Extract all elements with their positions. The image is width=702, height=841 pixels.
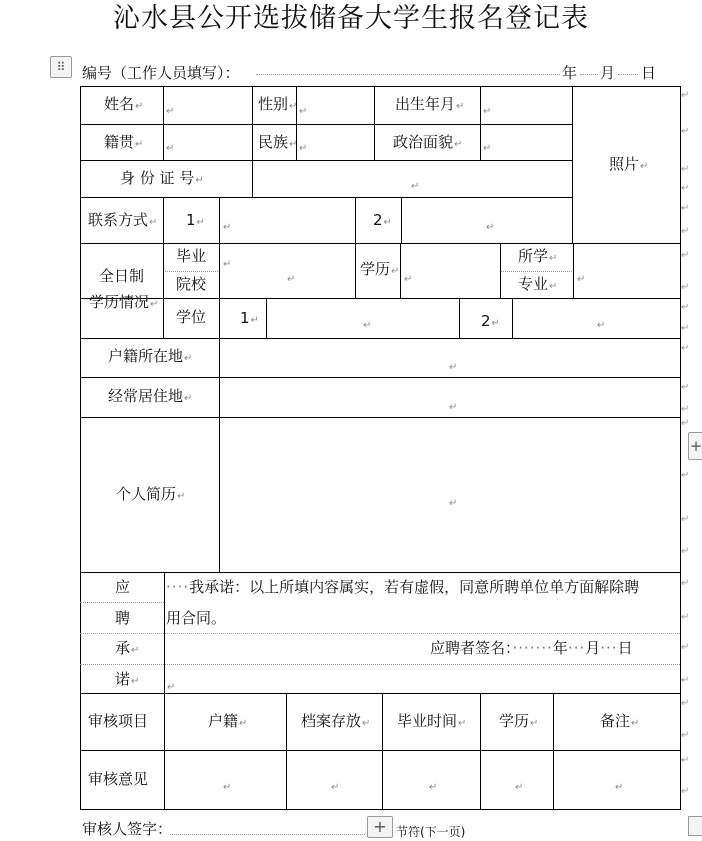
contact-2-label: 2↵ [373,211,392,229]
add-column-button[interactable]: + [688,432,702,460]
education-value[interactable]: ↵ [404,274,413,285]
political-value[interactable]: ↵ [483,143,492,154]
id-number-label: 身 份 证 号↵ [120,169,204,187]
serial-label: 编号（工作人员填写）： [82,64,240,82]
pledge-label-char-1: 应 [115,578,131,596]
contact-label: 联系方式↵ [88,211,158,229]
pledge-label-char-3: 承↵ [115,639,140,657]
review-opinion-remarks[interactable]: ↵ [615,782,624,793]
resume-label: 个人简历↵ [116,485,186,503]
page-corner-marker [688,816,702,836]
review-opinion-archive[interactable]: ↵ [331,782,340,793]
residence-label: 经常居住地↵ [108,387,193,405]
pledge-label-char-4: 诺↵ [115,670,140,688]
review-opinion-hukou[interactable]: ↵ [223,782,232,793]
pledge-text-line-2: 用合同。 [166,609,227,627]
grad-school-marker: ↵ [223,259,232,270]
contact-1-label: 1↵ [186,211,205,229]
photo-label: 照片↵ [609,155,649,173]
native-place-label: 籍贯↵ [104,133,144,151]
reviewer-signature-label: 审核人签字： [82,820,173,838]
birth-label: 出生年月↵ [395,95,465,113]
table-move-handle[interactable]: ⠿ [50,56,72,78]
name-value[interactable]: ↵ [166,106,175,117]
grad-school-value[interactable]: ↵ [287,274,296,285]
degree-2-label: 2↵ [481,312,500,330]
gender-label: 性别↵ [258,95,298,113]
degree-2-value[interactable]: ↵ [597,320,606,331]
review-item-grad-time: 毕业时间↵ [397,712,467,730]
pledge-label-char-2: 聘 [115,609,131,627]
political-label: 政治面貌↵ [393,133,463,151]
degree-1-label: 1↵ [240,309,259,327]
serial-month: 月 [600,64,616,82]
grad-school-label-b: 院校 [176,275,207,293]
fulltime-edu-label-b: 学历情况↵ [89,293,159,311]
ethnicity-value[interactable]: ↵ [299,143,308,154]
serial-year: 年 [562,64,578,82]
hukou-label: 户籍所在地↵ [108,347,193,365]
residence-value[interactable]: ↵ [449,402,458,413]
review-opinion-education[interactable]: ↵ [515,782,524,793]
pledge-text-line-1: ····我承诺：以上所填内容属实，若有虚假，同意所聘单位单方面解除聘 [166,578,640,596]
pledge-empty-line[interactable]: ↵ [167,682,176,693]
review-opinion-label: 审核意见 [88,770,149,788]
resume-value[interactable]: ↵ [449,498,458,509]
degree-label: 学位 [176,308,207,326]
id-number-value[interactable]: ↵ [411,181,420,192]
review-opinion-grad-time[interactable]: ↵ [429,782,438,793]
add-row-button[interactable]: + [367,816,393,838]
degree-1-value[interactable]: ↵ [363,320,372,331]
major-label-a: 所学↵ [518,247,558,265]
review-item-hukou: 户籍↵ [208,712,248,730]
contact-2-value[interactable]: ↵ [486,222,495,233]
ethnicity-label: 民族↵ [258,133,298,151]
review-item-remarks: 备注↵ [600,712,640,730]
education-label: 学历↵ [360,260,400,278]
review-item-education: 学历↵ [499,712,539,730]
fulltime-edu-label-a: 全日制 [99,267,145,285]
section-break-marker: 节符(下一页) [396,825,466,839]
serial-day: 日 [641,64,657,82]
major-value[interactable]: ↵ [577,274,586,285]
pledge-signature[interactable]: 应聘者签名：·······年···月···日 [430,639,633,657]
birth-value[interactable]: ↵ [483,106,492,117]
contact-1-value[interactable]: ↵ [223,222,232,233]
grad-school-label-a: 毕业 [176,247,207,265]
form-title: 沁水县公开选拔储备大学生报名登记表 [113,3,589,34]
review-item-archive: 档案存放↵ [301,712,371,730]
native-place-value[interactable]: ↵ [166,143,175,154]
major-label-b: 专业↵ [518,275,558,293]
review-items-label: 审核项目 [88,712,149,730]
name-label: 姓名↵ [104,95,144,113]
hukou-value[interactable]: ↵ [449,362,458,373]
gender-value[interactable]: ↵ [299,106,308,117]
